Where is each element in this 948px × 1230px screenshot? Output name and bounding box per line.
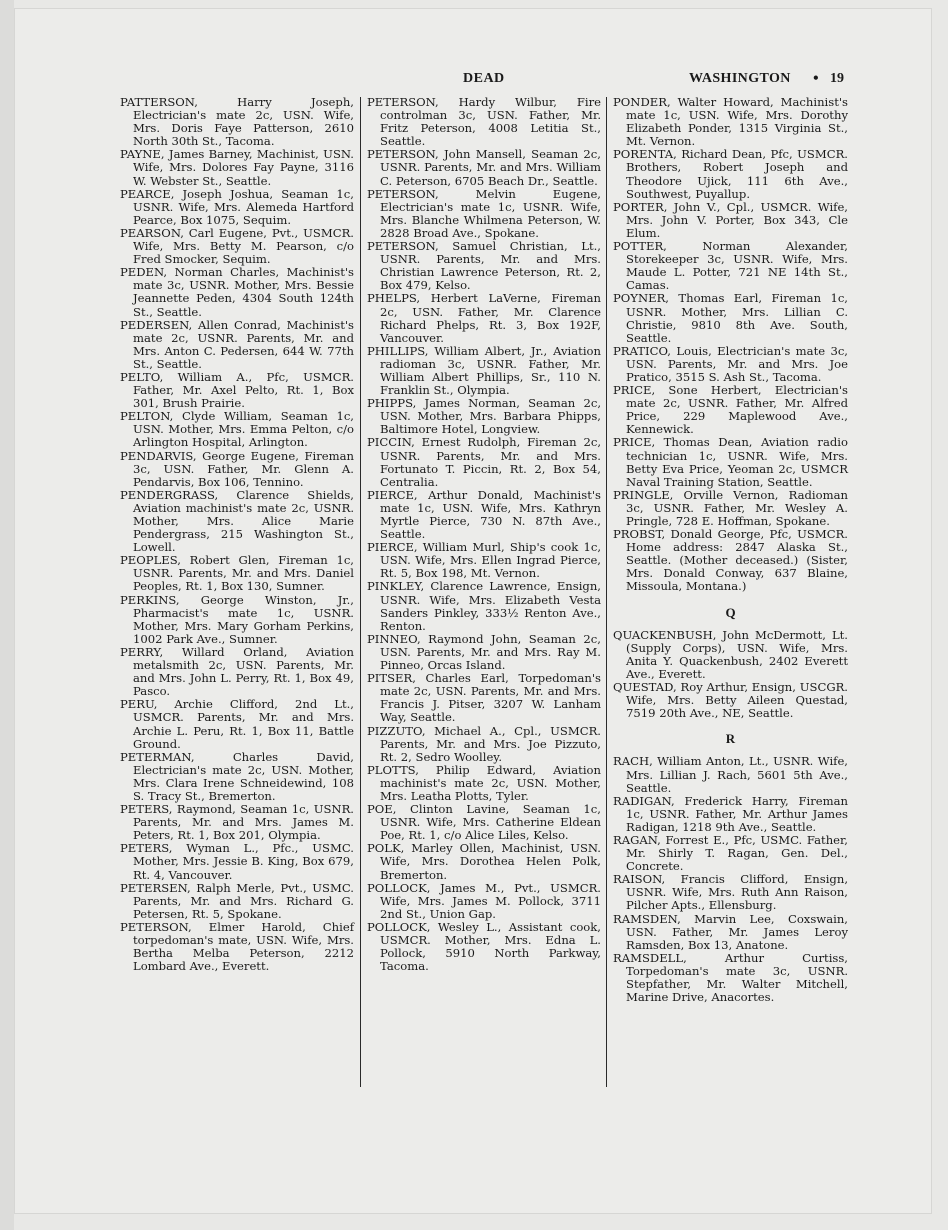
list-item: PONDER, Walter Howard, Machinist's mate 1c, USN. Wife, Mrs. Dorothy Elizabeth Ponder, 1315 Virginia St., Mt. Vernon.: [613, 95, 848, 149]
list-item: PELTO, William A., Pfc, USMCR. Father, Mr. Axel Pelto, Rt. 1, Box 301, Brush Prairie.: [120, 369, 354, 411]
list-item: PRICE, Thomas Dean, Aviation radio technician 1c, USNR. Wife, Mrs. Betty Eva Price, Yeoman 2c, USMCR Naval Training Station, Seattle.: [613, 435, 848, 489]
page-header: [0, 71, 948, 91]
list-item: PEDEN, Norman Charles, Machinist's mate 3c, USNR. Mother, Mrs. Bessie Jeannette Peden, 4304 South 124th St., Seattle.: [120, 265, 354, 319]
list-item: PERKINS, George Winston, Jr., Pharmacist's mate 1c, USNR. Mother, Mrs. Mary Gorham Perkins, 1002 Park Ave., Sumner.: [120, 592, 354, 646]
column-1: [120, 96, 354, 973]
list-item: POTTER, Norman Alexander, Storekeeper 3c, USNR. Wife, Mrs. Maude L. Potter, 721 NE 14th St., Camas.: [613, 239, 848, 293]
list-item: PEOPLES, Robert Glen, Fireman 1c, USNR. Parents, Mr. and Mrs. Daniel Peoples, Rt. 1, Box 130, Sumner.: [120, 553, 354, 594]
list-item: RAISON, Francis Clifford, Ensign, USNR. Wife, Mrs. Ruth Ann Raison, Pilcher Apts., Ellensburg.: [613, 872, 848, 913]
section-letter-q: Q: [725, 604, 736, 620]
list-item: PHELPS, Herbert LaVerne, Fireman 2c, USN. Father, Mr. Clarence Richard Phelps, Rt. 3, Box 192F, Vancouver.: [367, 291, 601, 345]
list-item: QUACKENBUSH, John McDermott, Lt. (Supply Corps), USN. Wife, Mrs. Anita Y. Quackenbush, 2402 Everett Ave., Everett.: [613, 627, 848, 681]
list-item: POLLOCK, Wesley L., Assistant cook, USMCR. Mother, Mrs. Edna L. Pollock, 5910 North Parkway, Tacoma.: [367, 919, 601, 974]
list-item: PENDERGRASS, Clarence Shields, Aviation machinist's mate 2c, USNR. Mother, Mrs. Alice Marie Pendergrass, 215 Washington St., Lowell.: [120, 487, 354, 555]
list-item: PENDARVIS, George Eugene, Fireman 3c, USN. Father, Mr. Glenn A. Pendarvis, Box 106, Tennino.: [120, 448, 354, 489]
list-item: POLK, Marley Ollen, Machinist, USN. Wife, Mrs. Dorothea Helen Polk, Bremerton.: [367, 841, 601, 882]
list-item: PORENTA, Richard Dean, Pfc, USMCR. Brothers, Robert Joseph and Theodore Ujick, 111 6th Ave., Southwest, Puyallup.: [613, 147, 848, 201]
list-item: RADIGAN, Frederick Harry, Fireman 1c, USNR. Father, Mr. Arthur James Radigan, 1218 9th Ave., Seattle.: [613, 793, 848, 834]
state-heading: WASHINGTON: [689, 71, 791, 86]
list-item: PIERCE, William Murl, Ship's cook 1c, USN. Wife, Mrs. Ellen Ingrad Pierce, Rt. 5, Box 198, Mt. Vernon.: [367, 540, 601, 581]
list-item: RAMSDELL, Arthur Curtiss, Torpedoman's mate 3c, USNR. Stepfather, Mr. Walter Mitchell, Marine Drive, Anacortes.: [613, 950, 848, 1005]
list-item: PETERS, Wyman L., Pfc., USMC. Mother, Mrs. Jessie B. King, Box 679, Rt. 4, Vancouver.: [120, 841, 354, 882]
list-item: PETERSON, Samuel Christian, Lt., USNR. Parents, Mr. and Mrs. Christian Lawrence Peterson, Rt. 2, Box 479, Kelso.: [367, 239, 601, 293]
list-item: PETERSEN, Ralph Merle, Pvt., USMC. Parents, Mr. and Mrs. Richard G. Petersen, Rt. 5, Spokane.: [120, 880, 354, 921]
list-item: POYNER, Thomas Earl, Fireman 1c, USNR. Mother, Mrs. Lillian C. Christie, 9810 8th Ave. South, Seattle.: [613, 291, 848, 345]
list-item: PEARCE, Joseph Joshua, Seaman 1c, USNR. Wife, Mrs. Alemeda Hartford Pearce, Box 1075, Sequim.: [120, 186, 354, 227]
list-item: PELTON, Clyde William, Seaman 1c, USN. Mother, Mrs. Emma Pelton, c/o Arlington Hospital, Arlington.: [120, 409, 354, 450]
list-item: PINNEO, Raymond John, Seaman 2c, USN. Parents, Mr. and Mrs. Ray M. Pinneo, Orcas Island.: [367, 631, 601, 673]
list-item: PETERS, Raymond, Seaman 1c, USNR. Parents, Mr. and Mrs. James M. Peters, Rt. 1, Box 201, Olympia.: [120, 802, 354, 843]
section-heading: DEAD: [463, 71, 505, 86]
list-item: PORTER, John V., Cpl., USMCR. Wife, Mrs. John V. Porter, Box 343, Cle Elum.: [613, 199, 848, 240]
list-item: RAGAN, Forrest E., Pfc, USMC. Father, Mr. Shirly T. Ragan, Gen. Del., Concrete.: [613, 832, 848, 874]
list-item: PETERSON, Melvin Eugene, Electrician's mate 1c, USNR. Wife, Mrs. Blanche Whilmena Peterson, W. 2828 Broad Ave., Spokane.: [367, 186, 601, 240]
list-item: POLLOCK, James M., Pvt., USMCR. Wife, Mrs. James M. Pollock, 3711 2nd St., Union Gap.: [367, 880, 601, 921]
list-item: PEDERSEN, Allen Conrad, Machinist's mate 2c, USNR. Parents, Mr. and Mrs. Anton C. Pedersen, 644 W. 77th St., Seattle.: [120, 317, 354, 371]
list-item: PEARSON, Carl Eugene, Pvt., USMCR. Wife, Mrs. Betty M. Pearson, c/o Fred Smocker, Sequim.: [120, 225, 354, 267]
list-item: RAMSDEN, Marvin Lee, Coxswain, USN. Father, Mr. James Leroy Ramsden, Box 13, Anatone.: [613, 911, 848, 952]
list-item: PICCIN, Ernest Rudolph, Fireman 2c, USNR. Parents, Mr. and Mrs. Fortunato T. Piccin, Rt. 2, Box 54, Centralia.: [367, 435, 601, 489]
list-item: PETERSON, Elmer Harold, Chief torpedoman's mate, USN. Wife, Mrs. Bertha Melba Peterson, 2212 Lombard Ave., Everett.: [120, 919, 354, 974]
column-divider: [606, 97, 607, 1087]
column-3: [613, 96, 848, 1004]
list-item: PETERMAN, Charles David, Electrician's mate 2c, USN. Mother, Mrs. Clara Irene Schneidewind, 108 S. Tracy St., Bremerton.: [120, 749, 354, 803]
list-item: PETERSON, Hardy Wilbur, Fire controlman 3c, USN. Father, Mr. Fritz Peterson, 4008 Letitia St., Seattle.: [367, 95, 601, 149]
list-item: PRATICO, Louis, Electrician's mate 3c, USN. Parents, Mr. and Mrs. Joe Pratico, 3515 S. Ash St., Tacoma.: [613, 343, 848, 384]
column-divider: [360, 97, 361, 1087]
list-item: RACH, William Anton, Lt., USNR. Wife, Mrs. Lillian J. Rach, 5601 5th Ave., Seattle.: [613, 754, 848, 795]
list-item: PLOTTS, Philip Edward, Aviation machinist's mate 2c, USN. Mother, Mrs. Leatha Plotts, Tyler.: [367, 762, 601, 803]
section-letter-r: R: [725, 731, 736, 747]
list-item: PATTERSON, Harry Joseph, Electrician's mate 2c, USN. Wife, Mrs. Doris Faye Patterson, 2610 North 30th St., Tacoma.: [120, 95, 354, 149]
list-item: QUESTAD, Roy Arthur, Ensign, USCGR. Wife, Mrs. Betty Aileen Questad, 7519 20th Ave., NE, Seattle.: [613, 680, 848, 721]
page-number: 19: [830, 71, 844, 86]
list-item: PETERSON, John Mansell, Seaman 2c, USNR. Parents, Mr. and Mrs. William C. Peterson, 6705 Beach Dr., Seattle.: [367, 147, 601, 188]
list-item: PRICE, Sone Herbert, Electrician's mate 2c, USNR. Father, Mr. Alfred Price, 229 Maplewood Ave., Kennewick.: [613, 383, 848, 437]
list-item: PROBST, Donald George, Pfc, USMCR. Home address: 2847 Alaska St., Seattle. (Mother deceased.) (Sister, Mrs. Donald Conway, 637 Blaine, Missoula, Montana.): [613, 527, 848, 594]
list-item: PERRY, Willard Orland, Aviation metalsmith 2c, USN. Parents, Mr. and Mrs. John L. Perry, Rt. 1, Box 49, Pasco.: [120, 644, 354, 699]
list-item: PITSER, Charles Earl, Torpedoman's mate 2c, USN. Parents, Mr. and Mrs. Francis J. Pitser, 3207 W. Lanham Way, Seattle.: [367, 671, 601, 725]
list-item: POE, Clinton Lavine, Seaman 1c, USNR. Wife, Mrs. Catherine Eldean Poe, Rt. 1, c/o Alice Liles, Kelso.: [367, 802, 601, 843]
list-item: PIZZUTO, Michael A., Cpl., USMCR. Parents, Mr. and Mrs. Joe Pizzuto, Rt. 2, Sedro Woolley.: [367, 723, 601, 764]
list-item: PIERCE, Arthur Donald, Machinist's mate 1c, USN. Wife, Mrs. Kathryn Myrtle Pierce, 730 N. 87th Ave., Seattle.: [367, 487, 601, 542]
list-item: PHILLIPS, William Albert, Jr., Aviation radioman 3c, USNR. Father, Mr. William Albert Phillips, Sr., 110 N. Franklin St., Olympia.: [367, 343, 601, 398]
list-item: PERU, Archie Clifford, 2nd Lt., USMCR. Parents, Mr. and Mrs. Archie L. Peru, Rt. 1, Box 11, Battle Ground.: [120, 697, 354, 751]
list-item: PINKLEY, Clarence Lawrence, Ensign, USNR. Wife, Mrs. Elizabeth Vesta Sanders Pinkley, 333½ Renton Ave., Renton.: [367, 579, 601, 633]
list-item: PAYNE, James Barney, Machinist, USN. Wife, Mrs. Dolores Fay Payne, 3116 W. Webster St., Seattle.: [120, 147, 354, 188]
header-bullet: •: [812, 71, 820, 85]
list-item: PHIPPS, James Norman, Seaman 2c, USN. Mother, Mrs. Barbara Phipps, Baltimore Hotel, Longview.: [367, 396, 601, 437]
column-2: [367, 96, 601, 973]
list-item: PRINGLE, Orville Vernon, Radioman 3c, USNR. Father, Mr. Wesley A. Pringle, 728 E. Hoffman, Spokane.: [613, 487, 848, 528]
scan-edge: [0, 0, 14, 1230]
